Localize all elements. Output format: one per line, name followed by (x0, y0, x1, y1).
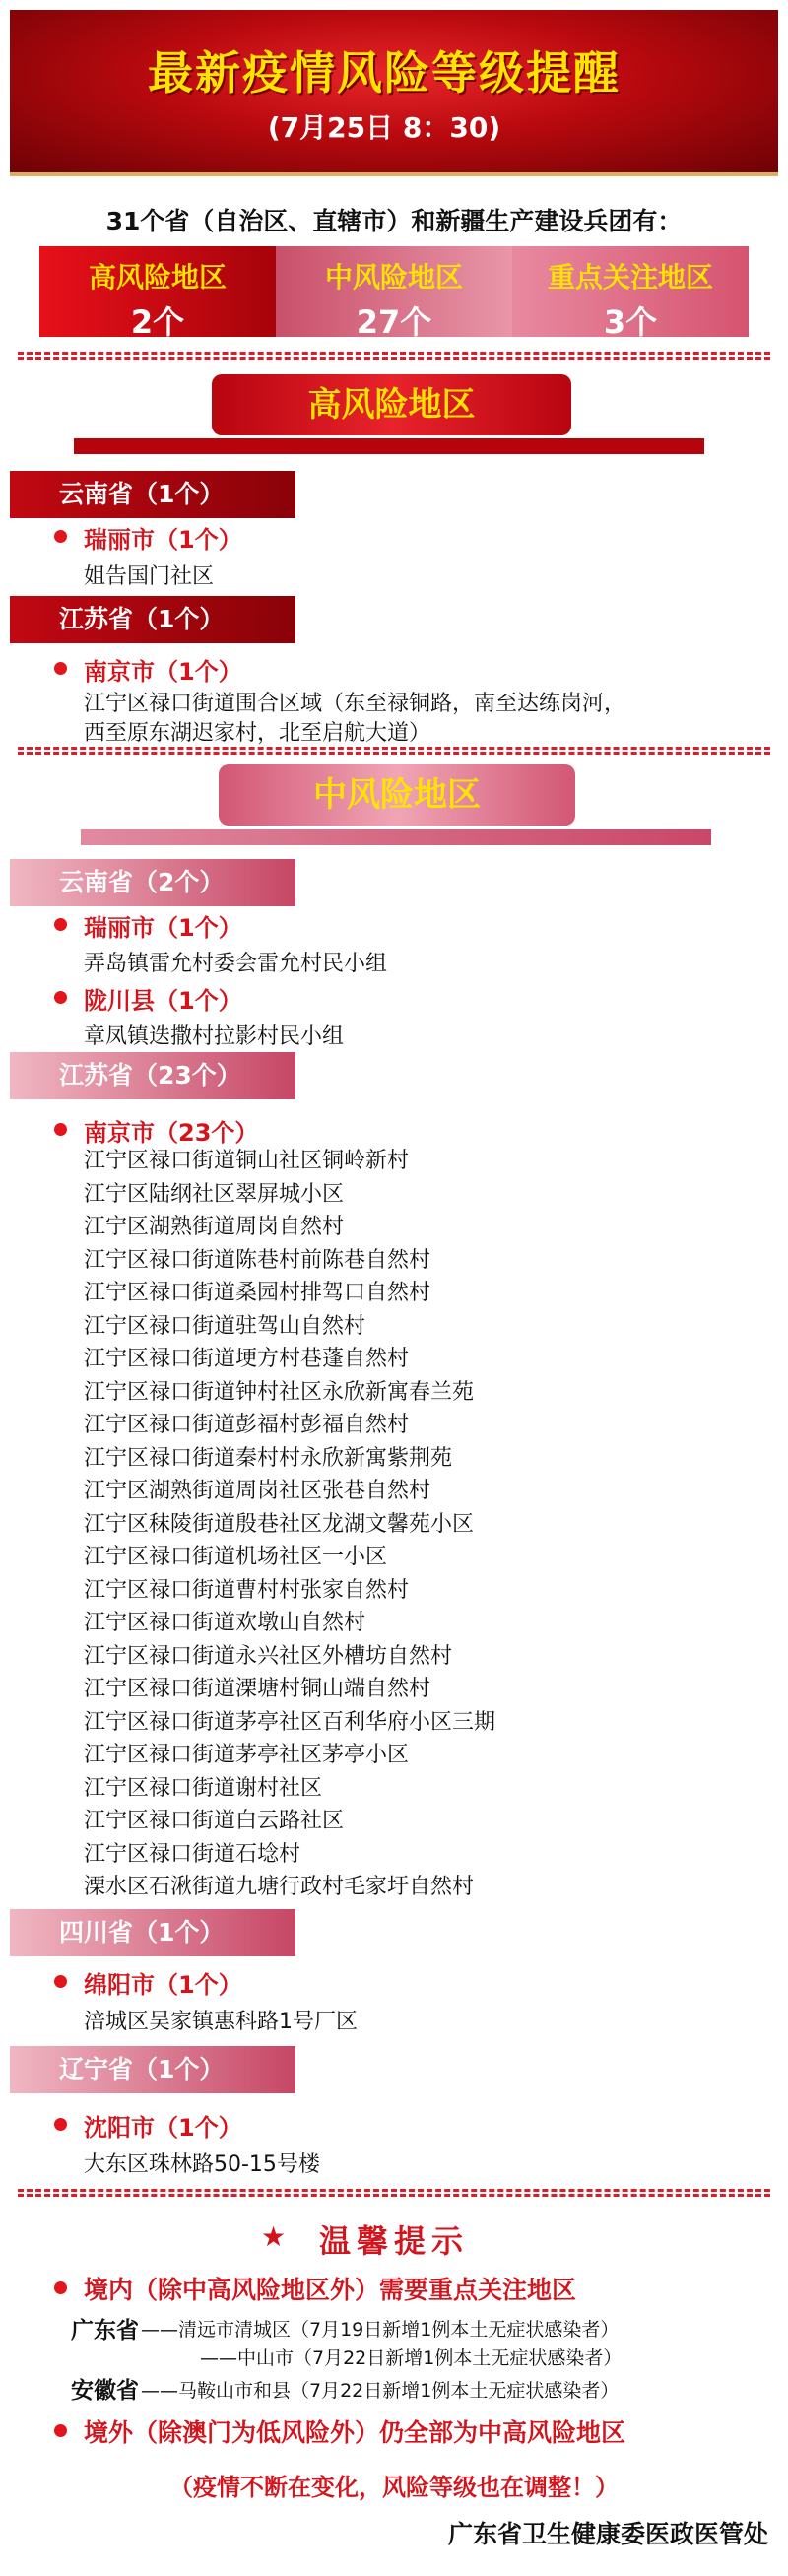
bullet-dot-icon (54, 662, 67, 675)
area-item: 江宁区禄口街道埂方村巷蓬自然村 (84, 1347, 410, 1371)
divider (18, 2194, 770, 2197)
bullet-dot-icon (54, 530, 67, 543)
area-item: 姐告国门社区 (84, 564, 215, 589)
area-item: 江宁区禄口街道溧塘村铜山端自然村 (84, 1677, 431, 1701)
city-label: 瑞丽市（1个） (84, 526, 242, 554)
area-item: 弄岛镇雷允村委会雷允村民小组 (84, 952, 388, 976)
area-item: 江宁区湖熟街道周岗社区张巷自然村 (84, 1479, 431, 1503)
summary-line: 31个省（自治区、直辖市）和新疆生产建设兵团有： (105, 207, 683, 235)
tip-line: ——清远市清城区（7月19日新增1例本土无症状感染者） (141, 2319, 620, 2341)
area-item: 江宁区秣陵街道殷巷社区龙湖文馨苑小区 (84, 1511, 475, 1537)
city-label: 绵阳市（1个） (84, 1971, 242, 1999)
area-item: 大东区珠林路50-15号楼 (84, 2152, 320, 2177)
summary-box-focus (512, 246, 749, 341)
area-item: 江宁区禄口街道秦村村永欣新寓紫荆苑 (84, 1445, 453, 1471)
area-item: 江宁区禄口街道彭福村彭福自然村 (84, 1413, 410, 1437)
domestic-heading: 境内（除中高风险地区外）需要重点关注地区 (84, 2276, 577, 2304)
area-item: 溧水区石湫街道九塘行政村毛家圩自然村 (84, 1875, 475, 1899)
bullet-dot-icon (54, 2424, 67, 2437)
area-item: 江宁区湖熟街道周岗自然村 (84, 1215, 345, 1239)
area-item: 江宁区禄口街道驻驾山自然村 (84, 1313, 366, 1339)
province-header-sichuan: 四川省（1个） (10, 1909, 296, 1956)
province-header-jiangsu: 江苏省（23个） (10, 1052, 296, 1099)
province-header-liaoning: 辽宁省（1个） (10, 2046, 296, 2093)
summary-focus-count: 3个 (603, 303, 658, 341)
page-title: 最新疫情风险等级提醒 (148, 46, 621, 99)
summary-focus-label: 重点关注地区 (547, 261, 713, 294)
area-item: 江宁区禄口街道铜山社区铜岭新村 (84, 1149, 410, 1173)
bullet-dot-icon (54, 2118, 67, 2131)
province-header-jiangsu: 江苏省（1个） (10, 596, 296, 643)
province-header-yunnan: 云南省（2个） (10, 859, 296, 906)
summary-mid-label: 中风险地区 (324, 261, 463, 294)
area-item: 西至原东湖迟家村，北至启航大道） (84, 721, 431, 746)
area-item: 章凤镇迭撒村拉影村民小组 (84, 1024, 345, 1049)
update-time: (7月25日 8：30) (267, 111, 501, 144)
tips-title: 温馨提示 (318, 2222, 469, 2260)
tip-line: ——中山市（7月22日新增1例本土无症状感染者） (200, 2347, 623, 2369)
slogan: （疫情不断在变化，风险等级也在调整！） (169, 2474, 619, 2501)
area-item: 江宁区禄口街道谢村社区 (84, 1775, 323, 1801)
area-item: 江宁区禄口街道欢墩山自然村 (84, 1611, 366, 1635)
section-underline (74, 438, 704, 454)
signature: 广东省卫生健康委医政医管处 (447, 2520, 768, 2548)
tip-line: ——马鞍山市和县（7月22日新增1例本土无症状感染者） (141, 2380, 620, 2402)
area-item: 江宁区禄口街道陈巷村前陈巷自然村 (84, 1247, 431, 1273)
area-item: 江宁区禄口街道桑园村排驾口自然村 (84, 1281, 431, 1305)
bullet-dot-icon (54, 1123, 67, 1136)
province-guangdong: 广东省 (71, 2318, 139, 2344)
city-label: 南京市（1个） (84, 658, 242, 686)
summary-high-count: 2个 (130, 303, 185, 341)
high-risk-section-title: 高风险地区 (212, 374, 571, 435)
bullet-dot-icon (54, 2281, 67, 2294)
star-icon: ★ (261, 2220, 287, 2253)
area-item: 江宁区陆纲社区翠屏城小区 (84, 1181, 345, 1207)
area-item: 江宁区禄口街道曹村村张家自然村 (84, 1577, 410, 1603)
area-item: 江宁区禄口街道围合区域（东至禄铜路，南至达练岗河， (84, 692, 626, 716)
section-underline (81, 829, 711, 845)
summary-box-high (39, 246, 276, 341)
bullet-dot-icon (54, 991, 67, 1004)
divider (18, 747, 770, 750)
summary-high-label: 高风险地区 (88, 261, 227, 294)
area-item: 涪城区吴家镇惠科路1号厂区 (84, 2010, 358, 2034)
area-item: 江宁区禄口街道机场社区一小区 (84, 1545, 388, 1569)
province-anhui: 安徽省 (71, 2378, 139, 2404)
divider (18, 752, 770, 755)
area-item: 江宁区禄口街道茅亭社区百利华府小区三期 (84, 1709, 496, 1735)
area-item: 江宁区禄口街道钟村社区永欣新寓春兰苑 (84, 1379, 475, 1405)
city-label: 沈阳市（1个） (84, 2114, 242, 2142)
city-label: 瑞丽市（1个） (84, 914, 242, 942)
area-item: 江宁区禄口街道白云路社区 (84, 1809, 345, 1833)
mid-risk-section-title: 中风险地区 (219, 764, 575, 826)
area-item: 江宁区禄口街道永兴社区外槽坊自然村 (84, 1643, 453, 1669)
divider (18, 2189, 770, 2192)
province-header-yunnan: 云南省（1个） (10, 471, 296, 518)
bullet-dot-icon (54, 1975, 67, 1988)
city-label: 陇川县（1个） (84, 987, 242, 1015)
summary-mid-count: 27个 (356, 303, 432, 341)
summary-box-mid (276, 246, 512, 341)
area-list (84, 1145, 495, 1904)
divider (18, 352, 770, 355)
bullet-dot-icon (54, 918, 67, 931)
divider (18, 357, 770, 360)
area-item: 江宁区禄口街道石埝村 (84, 1841, 301, 1867)
city-label: 南京市（23个） (84, 1119, 259, 1147)
abroad-heading: 境外（除澳门为低风险外）仍全部为中高风险地区 (84, 2418, 626, 2447)
area-item: 江宁区禄口街道茅亭社区茅亭小区 (84, 1743, 410, 1767)
